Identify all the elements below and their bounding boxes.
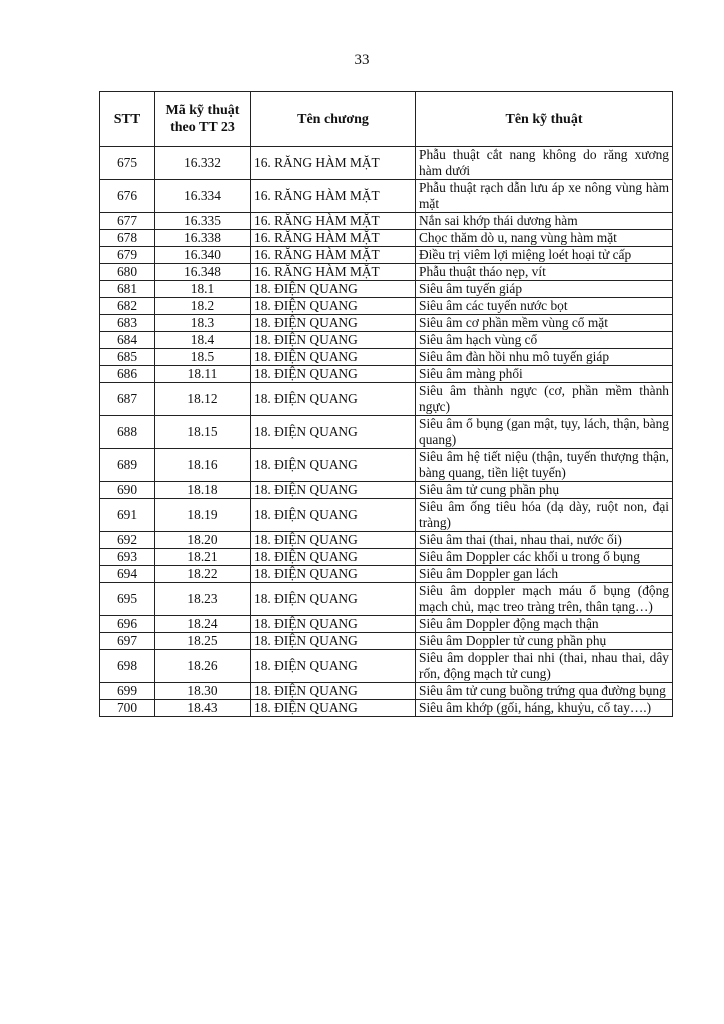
technique-code-cell: 18.2 [155, 298, 251, 315]
stt-cell: 677 [100, 213, 155, 230]
chapter-name-cell: 16. RĂNG HÀM MẶT [251, 264, 416, 281]
technique-name-cell: Điều trị viêm lợi miệng loét hoại tử cấp [416, 247, 673, 264]
technique-code-cell: 16.338 [155, 230, 251, 247]
technique-name-cell: Siêu âm doppler thai nhi (thai, nhau thai, dây rốn, động mạch tử cung) [416, 650, 673, 683]
technique-code-cell: 18.24 [155, 616, 251, 633]
technique-code-cell: 18.22 [155, 566, 251, 583]
technique-name-cell: Siêu âm tuyến giáp [416, 281, 673, 298]
technique-name-cell: Siêu âm cơ phần mềm vùng cổ mặt [416, 315, 673, 332]
technique-name-cell: Siêu âm thai (thai, nhau thai, nước ối) [416, 532, 673, 549]
technique-code-cell: 18.1 [155, 281, 251, 298]
technique-name-cell: Siêu âm Doppler động mạch thận [416, 616, 673, 633]
stt-cell: 695 [100, 583, 155, 616]
chapter-name-cell: 18. ĐIỆN QUANG [251, 583, 416, 616]
chapter-name-cell: 16. RĂNG HÀM MẶT [251, 147, 416, 180]
stt-cell: 685 [100, 349, 155, 366]
technique-name-cell: Nắn sai khớp thái dương hàm [416, 213, 673, 230]
table-row [100, 700, 673, 717]
technique-code-cell: 18.43 [155, 700, 251, 717]
stt-cell: 678 [100, 230, 155, 247]
table-row [100, 349, 673, 366]
stt-cell: 696 [100, 616, 155, 633]
table-row [100, 383, 673, 416]
technique-code-cell: 16.348 [155, 264, 251, 281]
stt-cell: 684 [100, 332, 155, 349]
stt-cell: 698 [100, 650, 155, 683]
technique-name-cell: Phẫu thuật cắt nang không do răng xương hàm dưới [416, 147, 673, 180]
technique-name-cell: Siêu âm doppler mạch máu ổ bụng (động mạch chủ, mạc treo tràng trên, thân tạng…) [416, 583, 673, 616]
technique-code-cell: 18.23 [155, 583, 251, 616]
technique-name-cell: Siêu âm hạch vùng cổ [416, 332, 673, 349]
chapter-name-cell: 18. ĐIỆN QUANG [251, 416, 416, 449]
table-row [100, 247, 673, 264]
stt-cell: 691 [100, 499, 155, 532]
technique-code-cell: 18.4 [155, 332, 251, 349]
technique-name-cell: Siêu âm màng phổi [416, 366, 673, 383]
table-row [100, 683, 673, 700]
technique-name-cell: Siêu âm tử cung phần phụ [416, 482, 673, 499]
technique-code-cell: 16.335 [155, 213, 251, 230]
chapter-name-cell: 18. ĐIỆN QUANG [251, 616, 416, 633]
chapter-name-cell: 18. ĐIỆN QUANG [251, 566, 416, 583]
stt-cell: 690 [100, 482, 155, 499]
chapter-name-cell: 18. ĐIỆN QUANG [251, 700, 416, 717]
table-row [100, 230, 673, 247]
chapter-name-cell: 18. ĐIỆN QUANG [251, 332, 416, 349]
table-row [100, 147, 673, 180]
technique-code-cell: 16.340 [155, 247, 251, 264]
chapter-name-cell: 18. ĐIỆN QUANG [251, 281, 416, 298]
chapter-name-cell: 18. ĐIỆN QUANG [251, 315, 416, 332]
table-row [100, 449, 673, 482]
technique-name-cell: Siêu âm đàn hồi nhu mô tuyến giáp [416, 349, 673, 366]
stt-cell: 688 [100, 416, 155, 449]
chapter-name-cell: 16. RĂNG HÀM MẶT [251, 180, 416, 213]
technique-code-cell: 18.12 [155, 383, 251, 416]
technique-name-cell: Phẫu thuật tháo nẹp, vít [416, 264, 673, 281]
stt-cell: 676 [100, 180, 155, 213]
technique-code-cell: 18.19 [155, 499, 251, 532]
technique-name-cell: Siêu âm khớp (gối, háng, khuỷu, cổ tay….) [416, 700, 673, 717]
chapter-name-cell: 18. ĐIỆN QUANG [251, 349, 416, 366]
stt-cell: 694 [100, 566, 155, 583]
chapter-name-cell: 18. ĐIỆN QUANG [251, 549, 416, 566]
technique-code-cell: 18.26 [155, 650, 251, 683]
chapter-name-cell: 16. RĂNG HÀM MẶT [251, 247, 416, 264]
chapter-name-cell: 18. ĐIỆN QUANG [251, 383, 416, 416]
technique-code-cell: 18.20 [155, 532, 251, 549]
table-body [100, 147, 673, 717]
stt-cell: 686 [100, 366, 155, 383]
stt-cell: 700 [100, 700, 155, 717]
technique-name-cell: Siêu âm Doppler các khối u trong ổ bụng [416, 549, 673, 566]
table-row [100, 650, 673, 683]
header-technique-name: Tên kỹ thuật [416, 92, 673, 147]
technique-code-cell: 18.11 [155, 366, 251, 383]
stt-cell: 699 [100, 683, 155, 700]
stt-cell: 697 [100, 633, 155, 650]
page-number: 33 [354, 52, 370, 68]
chapter-name-cell: 18. ĐIỆN QUANG [251, 449, 416, 482]
technique-code-cell: 16.334 [155, 180, 251, 213]
technique-code-cell: 18.18 [155, 482, 251, 499]
chapter-name-cell: 18. ĐIỆN QUANG [251, 633, 416, 650]
stt-cell: 675 [100, 147, 155, 180]
header-technique-code: Mã kỹ thuật theo TT 23 [155, 92, 251, 147]
stt-cell: 681 [100, 281, 155, 298]
stt-cell: 680 [100, 264, 155, 281]
technique-name-cell: Siêu âm Doppler tử cung phần phụ [416, 633, 673, 650]
technique-code-cell: 18.16 [155, 449, 251, 482]
table-row [100, 633, 673, 650]
table-header-row [100, 92, 673, 147]
chapter-name-cell: 16. RĂNG HÀM MẶT [251, 213, 416, 230]
stt-cell: 693 [100, 549, 155, 566]
chapter-name-cell: 18. ĐIỆN QUANG [251, 532, 416, 549]
header-stt: STT [100, 92, 155, 147]
chapter-name-cell: 18. ĐIỆN QUANG [251, 482, 416, 499]
stt-cell: 689 [100, 449, 155, 482]
technique-table [99, 91, 673, 717]
table-row [100, 549, 673, 566]
table-row [100, 315, 673, 332]
chapter-name-cell: 18. ĐIỆN QUANG [251, 683, 416, 700]
table-row [100, 180, 673, 213]
table-row [100, 332, 673, 349]
stt-cell: 683 [100, 315, 155, 332]
technique-name-cell: Siêu âm Doppler gan lách [416, 566, 673, 583]
technique-code-cell: 18.3 [155, 315, 251, 332]
technique-name-cell: Siêu âm ống tiêu hóa (dạ dày, ruột non, đại tràng) [416, 499, 673, 532]
technique-code-cell: 18.21 [155, 549, 251, 566]
chapter-name-cell: 18. ĐIỆN QUANG [251, 298, 416, 315]
technique-name-cell: Siêu âm tử cung buồng trứng qua đường bụng [416, 683, 673, 700]
stt-cell: 682 [100, 298, 155, 315]
table-row [100, 281, 673, 298]
technique-name-cell: Siêu âm ổ bụng (gan mật, tụy, lách, thận, bàng quang) [416, 416, 673, 449]
chapter-name-cell: 18. ĐIỆN QUANG [251, 366, 416, 383]
chapter-name-cell: 16. RĂNG HÀM MẶT [251, 230, 416, 247]
table-row [100, 366, 673, 383]
table-row [100, 499, 673, 532]
technique-name-cell: Siêu âm thành ngực (cơ, phần mềm thành ngực) [416, 383, 673, 416]
table-row [100, 532, 673, 549]
chapter-name-cell: 18. ĐIỆN QUANG [251, 499, 416, 532]
technique-name-cell: Siêu âm các tuyến nước bọt [416, 298, 673, 315]
technique-name-cell: Chọc thăm dò u, nang vùng hàm mặt [416, 230, 673, 247]
table-row [100, 583, 673, 616]
technique-name-cell: Siêu âm hệ tiết niệu (thận, tuyến thượng thận, bàng quang, tiền liệt tuyến) [416, 449, 673, 482]
table-row [100, 616, 673, 633]
table-row [100, 566, 673, 583]
table-row [100, 213, 673, 230]
technique-code-cell: 18.25 [155, 633, 251, 650]
technique-code-cell: 16.332 [155, 147, 251, 180]
technique-code-cell: 18.30 [155, 683, 251, 700]
stt-cell: 679 [100, 247, 155, 264]
table-row [100, 298, 673, 315]
table-row [100, 416, 673, 449]
table-row [100, 264, 673, 281]
technique-code-cell: 18.5 [155, 349, 251, 366]
stt-cell: 692 [100, 532, 155, 549]
technique-name-cell: Phẫu thuật rạch dẫn lưu áp xe nông vùng hàm mặt [416, 180, 673, 213]
technique-code-cell: 18.15 [155, 416, 251, 449]
chapter-name-cell: 18. ĐIỆN QUANG [251, 650, 416, 683]
stt-cell: 687 [100, 383, 155, 416]
table-row [100, 482, 673, 499]
header-chapter-name: Tên chương [251, 92, 416, 147]
